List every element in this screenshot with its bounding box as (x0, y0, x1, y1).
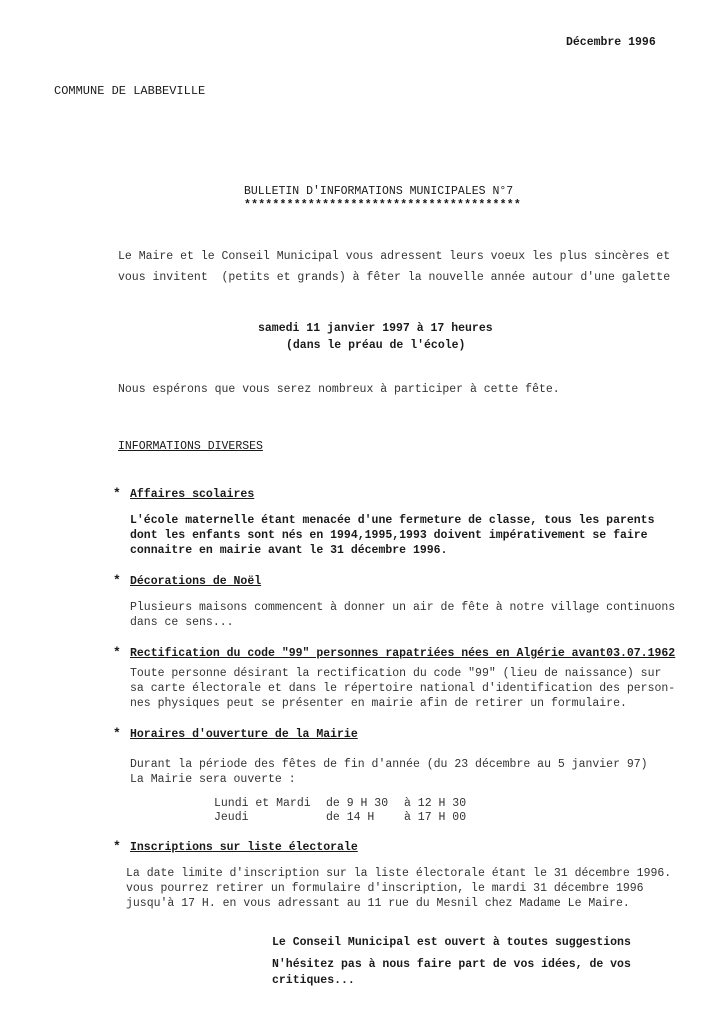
section-title-affaires-scolaires: Affaires scolaires (130, 488, 255, 501)
intro-closing: Nous espérons que vous serez nombreux à participer à cette fête. (118, 383, 560, 396)
section-text-line: nes physiques peut se présenter en mairie afin de retirer un formulaire. (130, 697, 627, 710)
section-text-line: jusqu'à 17 H. en vous adressant au 11 rue du Mesnil chez Madame Le Maire. (126, 897, 630, 910)
footer-line-1: Le Conseil Municipal est ouvert à toutes suggestions (272, 936, 631, 949)
schedule-to: à 12 H 30 (404, 797, 467, 810)
bulletin-title: BULLETIN D'INFORMATIONS MUNICIPALES N°7 (244, 185, 514, 198)
schedule-from: de 14 H (326, 811, 375, 824)
commune-name: COMMUNE DE LABBEVILLE (54, 84, 206, 98)
bullet-marker: * (113, 839, 121, 854)
intro-line-1: Le Maire et le Conseil Municipal vous adressent leurs voeux les plus sincères et (118, 250, 671, 263)
footer-line-2: N'hésitez pas à nous faire part de vos idées, de vos (272, 958, 631, 971)
section-text-line: vous pourrez retirer un formulaire d'inscription, le mardi 31 décembre 1996 (126, 882, 644, 895)
intro-line-2: vous invitent (petits et grands) à fêter la nouvelle année autour d'une galette (118, 271, 671, 284)
schedule-from: de 9 H 30 (326, 797, 389, 810)
section-text-line: Toute personne désirant la rectification du code "99" (lieu de naissance) sur (130, 667, 662, 680)
section-text-line: La date limite d'inscription sur la liste électorale étant le 31 décembre 1996. (126, 867, 672, 880)
bullet-marker: * (113, 645, 121, 660)
schedule-to: à 17 H 00 (404, 811, 467, 824)
section-text-line: La Mairie sera ouverte : (130, 773, 296, 786)
bullet-marker: * (113, 573, 121, 588)
section-text-line: sa carte électorale et dans le répertoire national d'identification des person- (130, 682, 676, 695)
section-text-line: dont les enfants sont nés en 1994,1995,1993 doivent impérativement se faire (130, 529, 648, 542)
bullet-marker: * (113, 486, 121, 501)
informations-heading: INFORMATIONS DIVERSES (118, 440, 263, 453)
schedule-days: Lundi et Mardi (214, 797, 311, 810)
schedule-days: Jeudi (214, 811, 249, 824)
section-text-line: connaitre en mairie avant le 31 décembre 1996. (130, 544, 448, 557)
bulletin-title-stars: *************************************** (244, 199, 521, 212)
section-title-decorations-noel: Décorations de Noël (130, 575, 262, 588)
bullet-marker: * (113, 726, 121, 741)
section-text-line: dans ce sens... (130, 616, 234, 629)
section-title-rectification-code-99: Rectification du code "99" personnes rapatriées nées en Algérie avant03.07.1962 (130, 647, 676, 660)
section-title-inscriptions-liste: Inscriptions sur liste électorale (130, 841, 358, 854)
section-text-line: Durant la période des fêtes de fin d'année (du 23 décembre au 5 janvier 97) (130, 758, 648, 771)
event-date: samedi 11 janvier 1997 à 17 heures (258, 322, 493, 335)
footer-line-3: critiques... (272, 974, 355, 987)
section-text-line: L'école maternelle étant menacée d'une fermeture de classe, tous les parents (130, 514, 655, 527)
section-text-line: Plusieurs maisons commencent à donner un air de fête à notre village continuons (130, 601, 676, 614)
event-place: (dans le préau de l'école) (286, 339, 466, 352)
section-title-horaires-mairie: Horaires d'ouverture de la Mairie (130, 728, 358, 741)
document-date: Décembre 1996 (566, 36, 656, 49)
